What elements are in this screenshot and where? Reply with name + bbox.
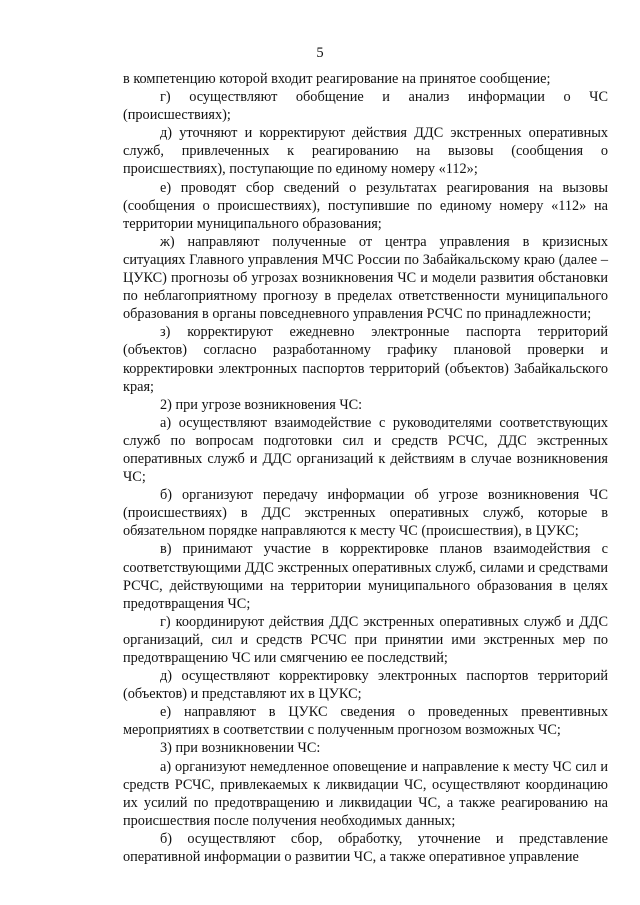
paragraph: з) корректируют ежедневно электронные паспорта территорий (объектов) согласно разработанному графику плановой проверки и корректировки электронных паспортов территорий (объектов) Забайкальского края;: [123, 324, 608, 395]
paragraph: е) проводят сбор сведений о результатах реагирования на вызовы (сообщения о происшествиях), поступившие по единому номеру «112» на территории муниципального образования;: [123, 179, 608, 232]
paragraph: д) осуществляют корректировку электронных паспортов территорий (объектов) и представляют их в ЦУКС;: [123, 668, 608, 703]
page-number: 5: [316, 45, 324, 61]
paragraph: д) уточняют и корректируют действия ДДС экстренных оперативных служб, привлеченных к реагированию на вызовы (сообщения о происшествиях), поступающие по единому номеру «112»;: [123, 125, 608, 178]
paragraph: 2) при угрозе возникновения ЧС:: [160, 396, 363, 413]
paragraph: е) направляют в ЦУКС сведения о проведенных превентивных мероприятиях в соответствии с полученным прогнозом возможных ЧС;: [123, 704, 608, 739]
paragraph: б) организуют передачу информации об угрозе возникновения ЧС (происшествиях) в ДДС экстренных оперативных служб, которые в обязательном порядке направляются к месту ЧС (происшествия), в ЦУКС;: [123, 487, 608, 540]
paragraph: а) осуществляют взаимодействие с руководителями соответствующих служб по вопросам подготовки сил и средств РСЧС, ДДС экстренных оперативных служб и ДДС организаций к действиям в случае возникновения ЧС;: [123, 414, 608, 486]
paragraph: ж) направляют полученные от центра управления в кризисных ситуациях Главного управления МЧС России по Забайкальскому краю (далее – ЦУКС) прогнозы об угрозах возникновения ЧС и модели развития обстановки по неблагоприятному прогнозу в пределах ответственности муниципального образования в органы повседневного управления РСЧС по принадлежности;: [123, 233, 608, 323]
paragraph: б) осуществляют сбор, обработку, уточнение и представление оперативной информации о развитии ЧС, а также оперативное управление: [123, 830, 608, 866]
document-body: [123, 70, 608, 866]
paragraph: в компетенцию которой входит реагирование на принятое сообщение;: [123, 71, 551, 87]
paragraph: г) координируют действия ДДС экстренных оперативных служб и ДДС организаций, сил и средств РСЧС при принятии ими экстренных мер по предотвращению ЧС или смягчению ее последствий;: [123, 613, 608, 666]
paragraph: 3) при возникновении ЧС:: [160, 740, 321, 757]
paragraph: в) принимают участие в корректировке планов взаимодействия с соответствующими ДДС экстренных оперативных служб, силами и средствами РСЧС, действующими на территории муниципального образования в целях предотвращения ЧС;: [123, 541, 608, 612]
paragraph: г) осуществляют обобщение и анализ информации о ЧС (происшествиях);: [123, 89, 608, 124]
paragraph: а) организуют немедленное оповещение и направление к месту ЧС сил и средств РСЧС, привлекаемых к ликвидации ЧС, осуществляют координацию их усилий по предотвращению и ликвидации ЧС, а также реагированию на происшествия после получения необходимых данных;: [123, 758, 608, 829]
